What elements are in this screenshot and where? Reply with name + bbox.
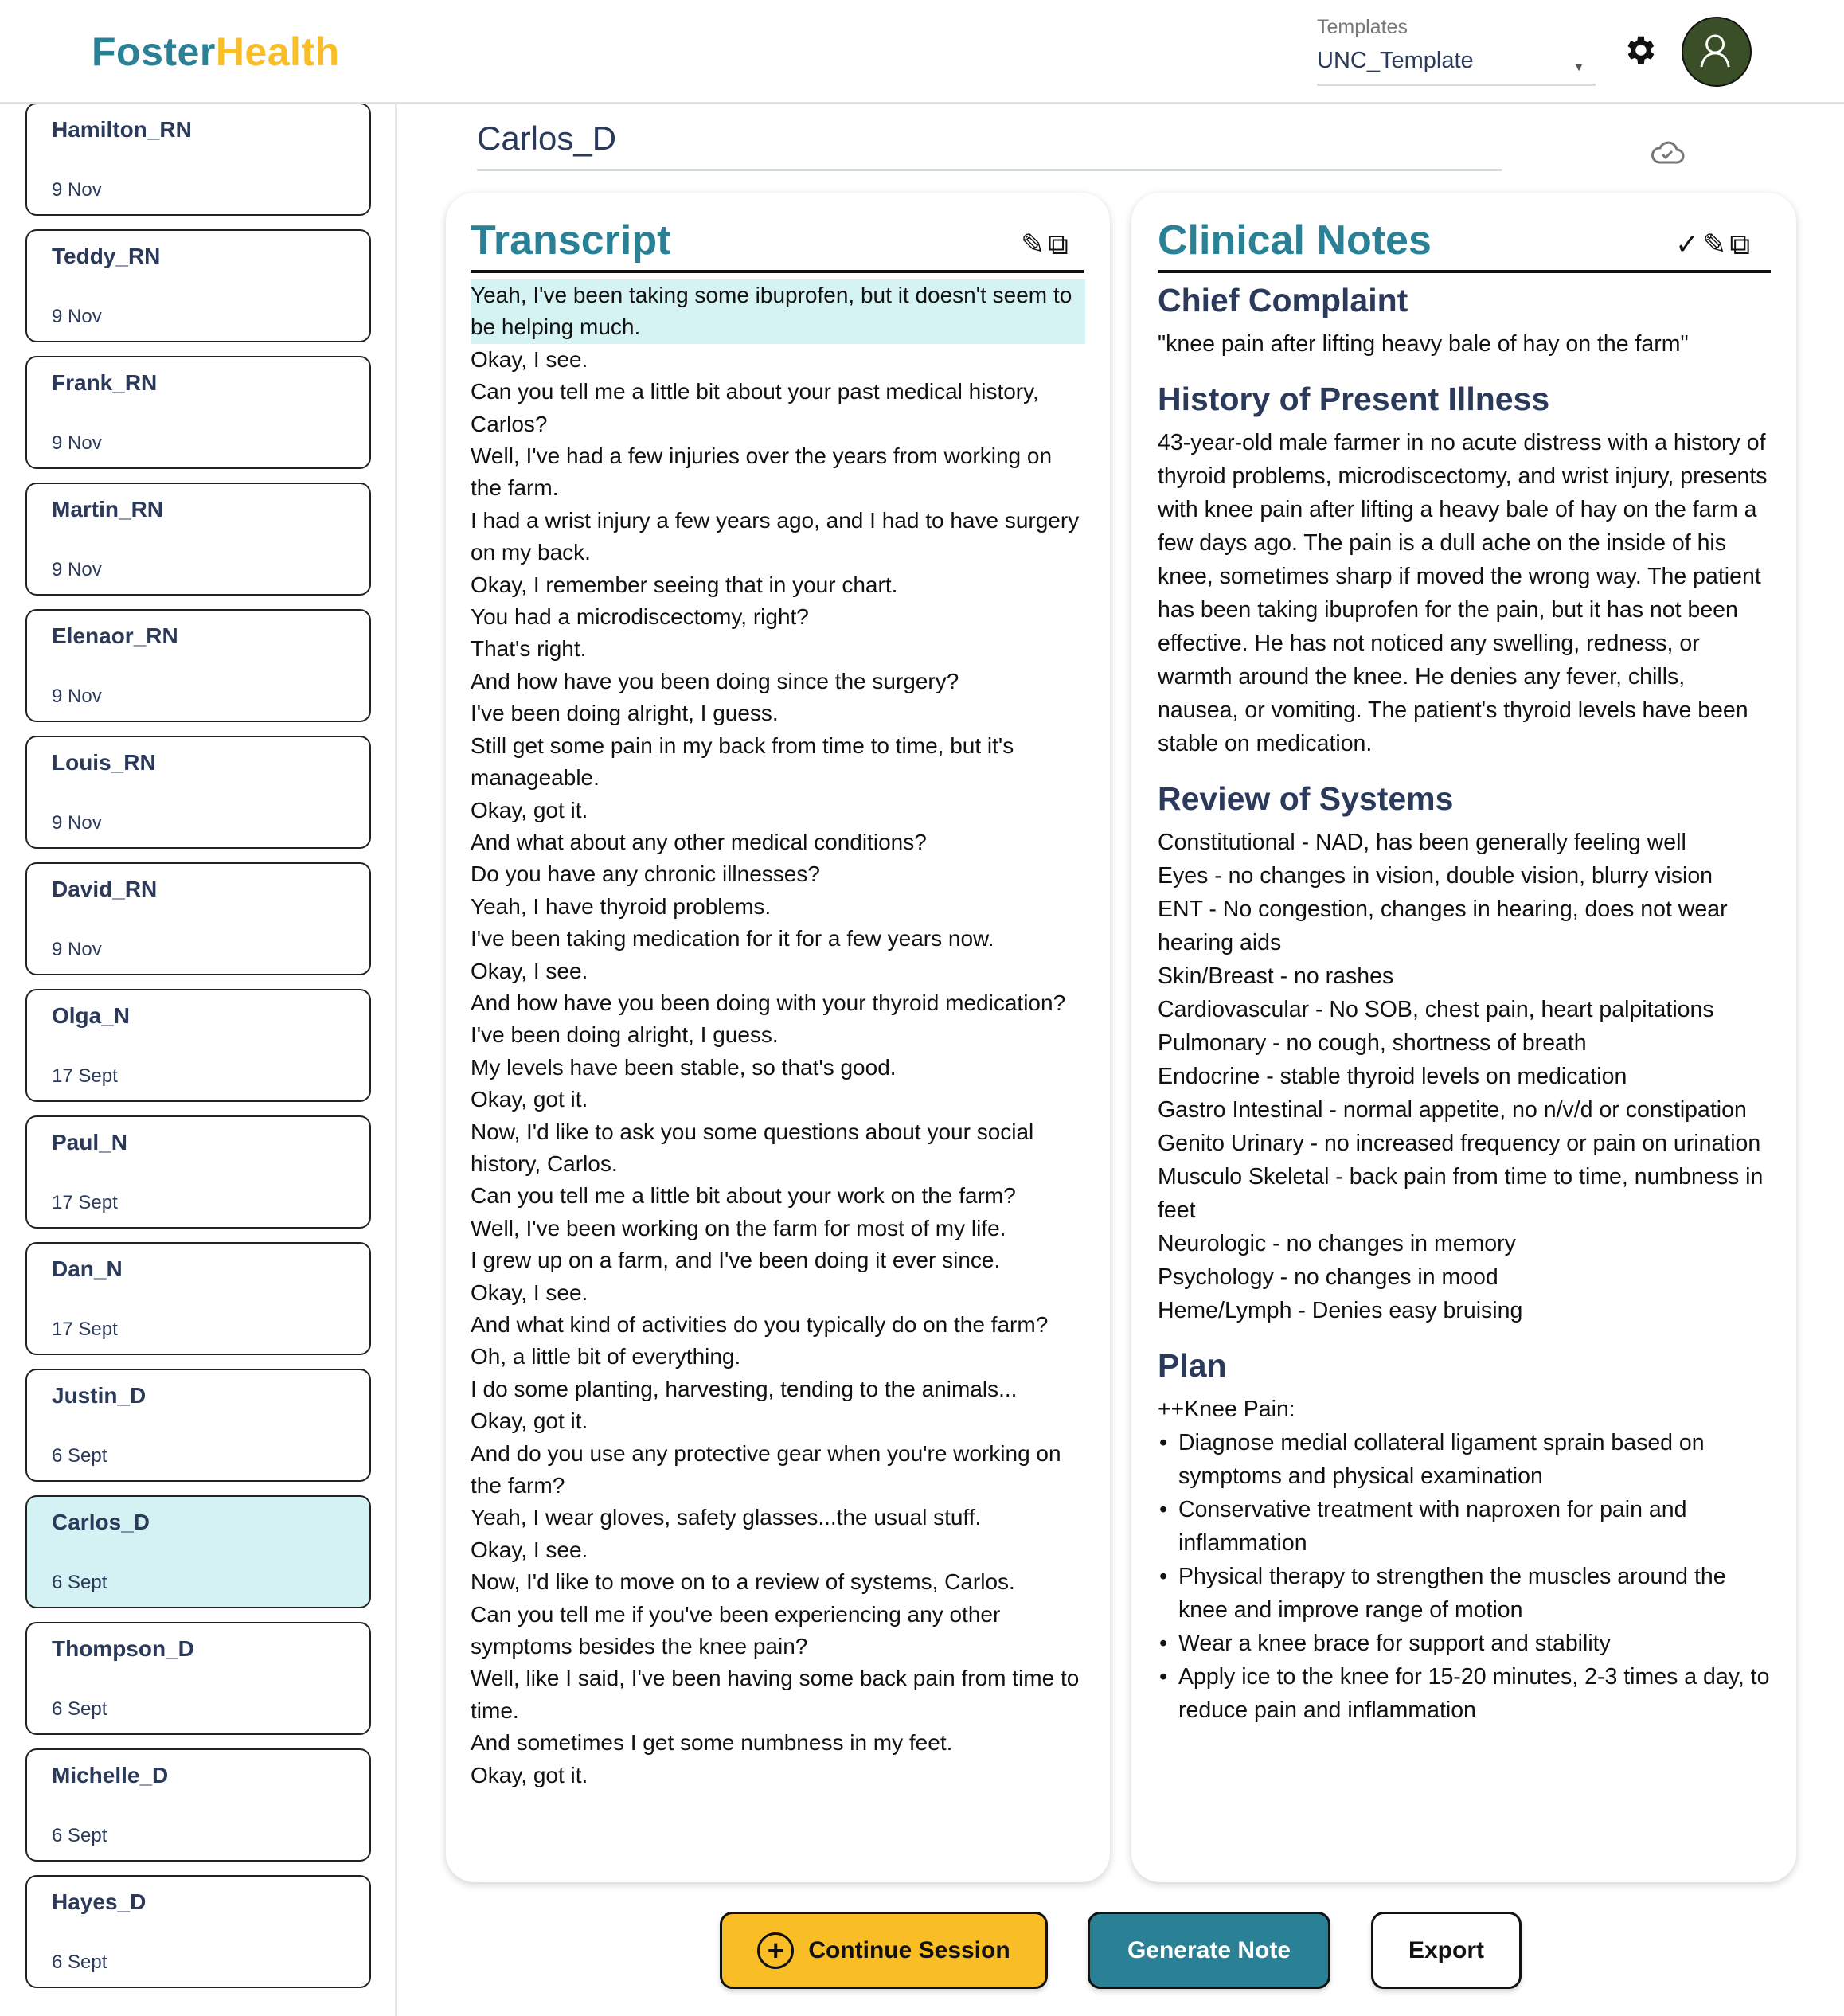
divider — [471, 270, 1084, 273]
session-list[interactable] — [0, 104, 397, 2016]
session-name: Louis_RN — [52, 750, 156, 775]
transcript-line: Oh, a little bit of everything. — [471, 1344, 741, 1369]
ros-item: Eyes - no changes in vision, double vision, blurry vision — [1158, 863, 1713, 889]
plan-item: • Apply ice to the knee for 15-20 minutes, 2-3 times a day, to reduce pain and inflammation — [1158, 1660, 1771, 1727]
template-value: UNC_Template — [1317, 48, 1474, 73]
transcript-line: Okay, got it. — [471, 1762, 588, 1787]
template-select[interactable] — [1317, 48, 1596, 86]
transcript-line: I've been doing alright, I guess. — [471, 701, 779, 726]
transcript-line: Still get some pain in my back from time to time, but it's manageable. — [471, 733, 1014, 791]
session-card[interactable] — [25, 736, 371, 849]
transcript-line: My levels have been stable, so that's good. — [471, 1054, 897, 1080]
ros-item: Heme/Lymph - Denies easy bruising — [1158, 1298, 1523, 1323]
plus-circle-icon: + — [757, 1932, 794, 1969]
hpi-text: 43-year-old male farmer in no acute distress with a history of thyroid problems, microdiscectomy, and wrist injury, presents with knee pain after lifting a heavy bale of hay on the farm a few days ago. The pain is a dull ache on the inside of his knee, sometimes sharp if moved the wrong way. The patient has been taking ibuprofen for the pain, but it has not been effective. He has not noticed any swelling, redness, or warmth around the knee. He denies any fever, chills, nausea, or vomiting. The patient's thyroid levels have been stable on medication. — [1158, 430, 1768, 756]
chief-complaint-heading: Chief Complaint — [1158, 282, 1408, 318]
transcript-line: Okay, got it. — [471, 1087, 588, 1112]
clinical-notes-heading: Clinical Notes — [1158, 217, 1432, 264]
session-card[interactable] — [25, 229, 371, 342]
session-date: 9 Nov — [52, 812, 102, 834]
ros-item: Neurologic - no changes in memory — [1158, 1231, 1516, 1256]
plan-subheading: ++Knee Pain: — [1158, 1397, 1295, 1422]
transcript-line: Yeah, I wear gloves, safety glasses...the usual stuff. — [471, 1505, 982, 1530]
chief-complaint-text: "knee pain after lifting heavy bale of hay on the farm" — [1158, 331, 1689, 357]
session-card[interactable] — [25, 989, 371, 1102]
session-date: 9 Nov — [52, 432, 102, 454]
copy-icon[interactable]: ⧉ — [1048, 228, 1072, 260]
transcript-line: Can you tell me a little bit about your past medical history, Carlos? — [471, 379, 1039, 436]
transcript-line: Okay, I see. — [471, 1537, 588, 1562]
export-button[interactable]: Export — [1371, 1912, 1522, 1989]
user-avatar[interactable] — [1682, 17, 1752, 87]
session-name: Paul_N — [52, 1130, 127, 1155]
session-name: Elenaor_RN — [52, 623, 178, 648]
session-name: Teddy_RN — [52, 244, 161, 268]
transcript-line: Okay, I see. — [471, 346, 588, 372]
session-card[interactable] — [25, 1875, 371, 1988]
transcript-line: Okay, got it. — [471, 797, 588, 822]
transcript-line: And sometimes I get some numbness in my feet. — [471, 1730, 953, 1756]
session-card[interactable] — [25, 1369, 371, 1482]
session-card[interactable] — [25, 1622, 371, 1735]
transcript-line: You had a microdiscectomy, right? — [471, 604, 809, 630]
ros-item: Pulmonary - no cough, shortness of breath — [1158, 1030, 1587, 1056]
transcript-line: And how have you been doing with your thyroid medication? — [471, 990, 1066, 1015]
transcript-line: Now, I'd like to move on to a review of systems, Carlos. — [471, 1569, 1015, 1595]
session-name: Hamilton_RN — [52, 117, 192, 142]
ros-item: Endocrine - stable thyroid levels on medication — [1158, 1064, 1627, 1089]
session-date: 6 Sept — [52, 1952, 107, 1973]
session-name: Martin_RN — [52, 497, 164, 522]
session-card[interactable] — [25, 483, 371, 596]
ros-item: Skin/Breast - no rashes — [1158, 963, 1394, 989]
edit-icon[interactable]: ✎ — [1702, 228, 1730, 260]
session-card[interactable] — [25, 1748, 371, 1862]
transcript-line: And how have you been doing since the surgery? — [471, 668, 959, 693]
ros-item: Musculo Skeletal - back pain from time to time, numbness in feet — [1158, 1164, 1764, 1223]
transcript-line: That's right. — [471, 636, 587, 662]
session-card[interactable] — [25, 356, 371, 469]
copy-icon[interactable]: ⧉ — [1729, 228, 1754, 260]
transcript-line: I do some planting, harvesting, tending to the animals... — [471, 1376, 1018, 1401]
transcript-line: Okay, I see. — [471, 958, 588, 983]
session-name: Frank_RN — [52, 370, 158, 395]
plan-item: • Wear a knee brace for support and stability — [1158, 1627, 1771, 1660]
ros-heading: Review of Systems — [1158, 780, 1454, 817]
transcript-line: And do you use any protective gear when you're working on the farm? — [471, 1440, 1061, 1498]
transcript-line: Okay, I remember seeing that in your chart. — [471, 572, 898, 597]
app-header — [0, 0, 1844, 104]
plan-item: • Physical therapy to strengthen the muscles around the knee and improve range of motion — [1158, 1560, 1771, 1627]
session-name: Thompson_D — [52, 1636, 194, 1661]
session-date: 6 Sept — [52, 1825, 107, 1846]
continue-session-button[interactable]: + Continue Session — [720, 1912, 1048, 1989]
session-name: Carlos_D — [52, 1510, 150, 1534]
ros-item: Psychology - no changes in mood — [1158, 1264, 1498, 1290]
session-card[interactable] — [25, 1242, 371, 1355]
transcript-line: Now, I'd like to ask you some questions about your social history, Carlos. — [471, 1119, 1034, 1176]
transcript-line: Okay, I see. — [471, 1280, 588, 1305]
transcript-line: I had a wrist injury a few years ago, and I had to have surgery on my back. — [471, 507, 1080, 565]
transcript-line: And what kind of activities do you typically do on the farm? — [471, 1312, 1049, 1337]
transcript-line: I've been doing alright, I guess. — [471, 1022, 779, 1048]
ros-item: Constitutional - NAD, has been generally feeling well — [1158, 830, 1686, 855]
transcript-line: Okay, got it. — [471, 1408, 588, 1434]
session-name: David_RN — [52, 877, 158, 901]
check-icon[interactable]: ✓ — [1675, 228, 1703, 260]
cloud-saved-icon — [1650, 139, 1685, 167]
session-date: 9 Nov — [52, 559, 102, 580]
transcript-line: Well, like I said, I've been having some back pain from time to time. — [471, 1666, 1080, 1723]
logo[interactable]: FosterHealth — [92, 29, 340, 74]
session-title-input[interactable]: Carlos_D — [477, 119, 1502, 171]
session-card[interactable] — [25, 104, 371, 216]
ros-item: Cardiovascular - No SOB, chest pain, heart palpitations — [1158, 997, 1714, 1022]
session-date: 9 Nov — [52, 686, 102, 707]
transcript-line: And what about any other medical conditions? — [471, 829, 927, 854]
plan-heading: Plan — [1158, 1347, 1227, 1384]
session-name: Justin_D — [52, 1383, 147, 1408]
transcript-line: Yeah, I've been taking some ibuprofen, but it doesn't seem to be helping much. — [471, 279, 1085, 344]
session-card[interactable] — [25, 1495, 371, 1608]
session-name: Hayes_D — [52, 1889, 147, 1914]
session-date: 9 Nov — [52, 939, 102, 960]
ros-item: Genito Urinary - no increased frequency or pain on urination — [1158, 1131, 1761, 1156]
gear-icon[interactable] — [1621, 32, 1658, 68]
transcript-line: Yeah, I have thyroid problems. — [471, 893, 772, 919]
transcript-heading: Transcript — [471, 217, 671, 264]
ros-item: ENT - No congestion, changes in hearing, does not wear hearing aids — [1158, 897, 1728, 955]
transcript-line: Can you tell me a little bit about your work on the farm? — [471, 1183, 1016, 1209]
transcript-text[interactable] — [471, 279, 1085, 1842]
session-date: 6 Sept — [52, 1445, 107, 1467]
session-date: 6 Sept — [52, 1698, 107, 1720]
ros-item: Gastro Intestinal - normal appetite, no n/v/d or constipation — [1158, 1097, 1747, 1123]
session-date: 6 Sept — [52, 1572, 107, 1593]
transcript-line: I've been taking medication for it for a few years now. — [471, 926, 994, 951]
transcript-line: Well, I've been working on the farm for most of my life. — [471, 1215, 1006, 1240]
edit-icon[interactable]: ✎ — [1021, 228, 1049, 260]
hpi-heading: History of Present Illness — [1158, 381, 1550, 417]
transcript-line: I grew up on a farm, and I've been doing it ever since. — [471, 1248, 1001, 1273]
session-card[interactable] — [25, 1115, 371, 1229]
session-date: 17 Sept — [52, 1065, 118, 1087]
transcript-line: Do you have any chronic illnesses? — [471, 861, 820, 887]
transcript-line: Can you tell me if you've been experiencing any other symptoms besides the knee pain? — [471, 1601, 1001, 1659]
session-card[interactable] — [25, 609, 371, 722]
session-date: 9 Nov — [52, 306, 102, 327]
session-card[interactable] — [25, 862, 371, 975]
session-name: Olga_N — [52, 1003, 131, 1028]
session-name: Dan_N — [52, 1256, 123, 1281]
session-date: 9 Nov — [52, 179, 102, 201]
templates-label: Templates — [1317, 16, 1408, 38]
session-date: 17 Sept — [52, 1192, 118, 1213]
plan-item: • Diagnose medial collateral ligament sprain based on symptoms and physical examination — [1158, 1426, 1771, 1493]
transcript-line: Well, I've had a few injuries over the years from working on the farm. — [471, 443, 1053, 501]
generate-note-button[interactable]: Generate Note — [1088, 1912, 1330, 1989]
plan-item: • Conservative treatment with naproxen for pain and inflammation — [1158, 1493, 1771, 1560]
clinical-notes-text[interactable] — [1158, 279, 1771, 1842]
session-name: Michelle_D — [52, 1763, 169, 1787]
chevron-down-icon: ▼ — [1573, 61, 1584, 73]
divider — [1158, 270, 1771, 273]
session-date: 17 Sept — [52, 1319, 118, 1340]
user-icon — [1683, 18, 1750, 85]
